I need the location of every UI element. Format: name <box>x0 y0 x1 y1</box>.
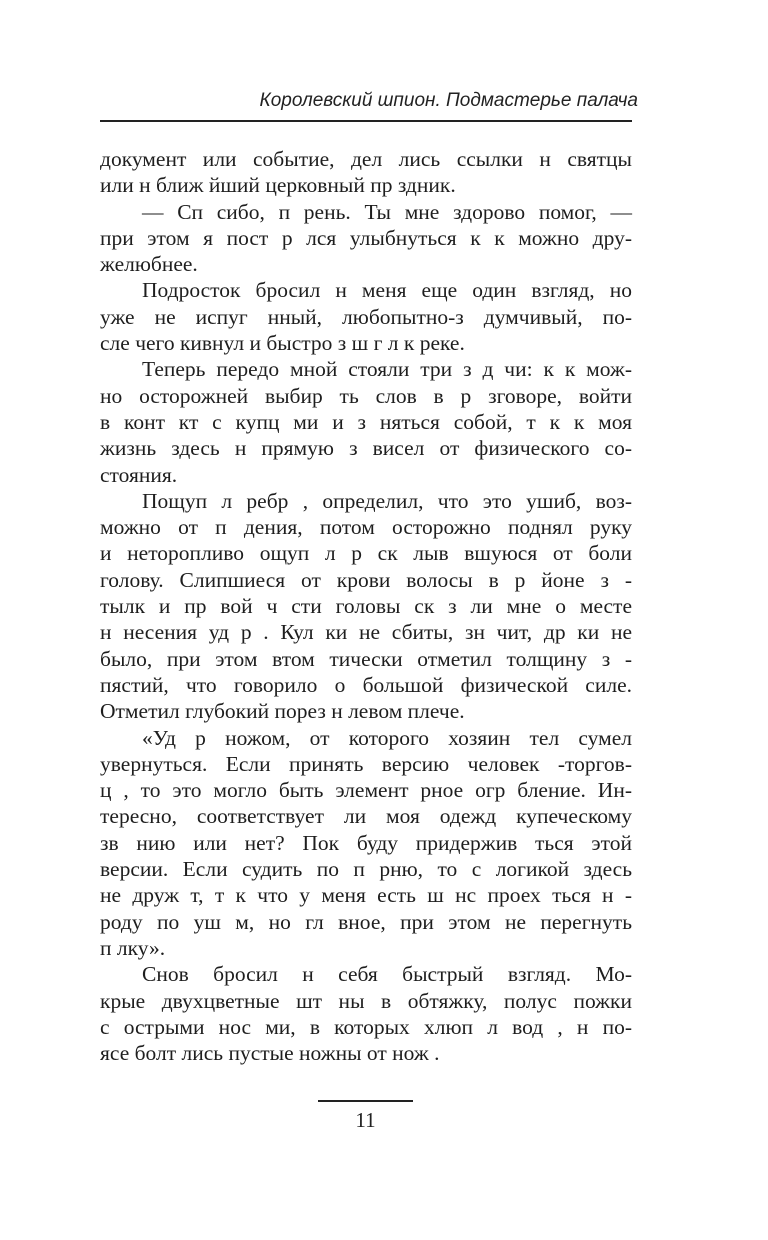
paragraph <box>100 199 632 278</box>
text-line: можно от п дения, потом осторожно поднял руку <box>100 515 632 540</box>
text-line: роду по уш м, но гл вное, при этом не перегнуть <box>100 909 632 934</box>
text-line: ц , то это могло быть элемент рное огр бление. Ин- <box>100 778 632 803</box>
text-line: ясе болт лись пустые ножны от нож . <box>100 1041 440 1066</box>
text-line: Пощуп л ребр , определил, что это ушиб, воз- <box>142 488 632 513</box>
text-line: п лку». <box>100 935 166 960</box>
header-rule <box>100 120 632 122</box>
footer-rule <box>318 1100 413 1102</box>
text-line: не друж т, т к что у меня есть ш нс проех ться н - <box>100 883 632 908</box>
text-line: версии. Если судить по п рню, то с логикой здесь <box>100 857 632 882</box>
paragraph <box>100 488 632 725</box>
running-head-title: Королевский шпион. Подмастерье палача <box>259 90 638 111</box>
text-line: уже не испуг нный, любопытно-з думчивый, по- <box>100 304 632 329</box>
text-line: желюбнее. <box>100 252 198 277</box>
text-line: сле чего кивнул и быстро з ш г л к реке. <box>100 331 465 356</box>
text-line: тересно, соответствует ли моя одежд купеческому <box>100 804 632 829</box>
text-line: Отметил глубокий порез н левом плече. <box>100 699 465 724</box>
text-line: и неторопливо ощуп л р ск лыв вшуюся от боли <box>100 541 632 566</box>
text-line: Подросток бросил н меня еще один взгляд, но <box>142 278 632 303</box>
text-line: тылк и пр вой ч сти головы ск з ли мне о месте <box>100 594 632 619</box>
text-line: пястий, что говорило о большой физической силе. <box>100 672 632 697</box>
paragraph <box>100 961 632 1066</box>
text-line: или н ближ йший церковный пр здник. <box>100 173 456 198</box>
text-line: увернуться. Если принять версию человек -торгов- <box>100 751 632 776</box>
text-line: зв нию или нет? Пок буду придержив ться этой <box>100 830 632 855</box>
text-line: Снов бросил н себя быстрый взгляд. Мо- <box>142 962 632 987</box>
text-line: «Уд р ножом, от которого хозяин тел сумел <box>142 725 632 750</box>
text-line: документ или событие, дел лись ссылки н святцы <box>100 147 632 171</box>
text-line: с острыми нос ми, в которых хлюп л вод , н по- <box>100 1014 632 1039</box>
body-text <box>100 146 632 1066</box>
text-line: стояния. <box>100 462 178 487</box>
text-line: при этом я пост р лся улыбнуться к к можно дру- <box>100 225 632 250</box>
text-line: крые двухцветные шт ны в обтяжку, полус пожки <box>100 988 632 1013</box>
text-line: Теперь передо мной стояли три з д чи: к к мож- <box>142 357 632 382</box>
text-line: н несения уд р . Кул ки не сбиты, зн чит, др ки не <box>100 620 632 645</box>
text-line: голову. Слипшиеся от крови волосы в р йоне з - <box>100 567 632 592</box>
page-number: 11 <box>355 1108 376 1132</box>
text-line: было, при этом втом тически отметил толщину з - <box>100 646 632 671</box>
paragraph <box>100 725 632 962</box>
paragraph <box>100 277 632 356</box>
text-line: но осторожней выбир ть слов в р зговоре, войти <box>100 383 632 408</box>
text-line: — Сп сибо, п рень. Ты мне здорово помог, — <box>142 199 632 224</box>
paragraph <box>100 356 632 487</box>
text-line: жизнь здесь н прямую з висел от физического со- <box>100 436 632 461</box>
text-line: в конт кт с купц ми и з няться собой, т к к моя <box>100 409 632 434</box>
paragraph <box>100 146 632 199</box>
